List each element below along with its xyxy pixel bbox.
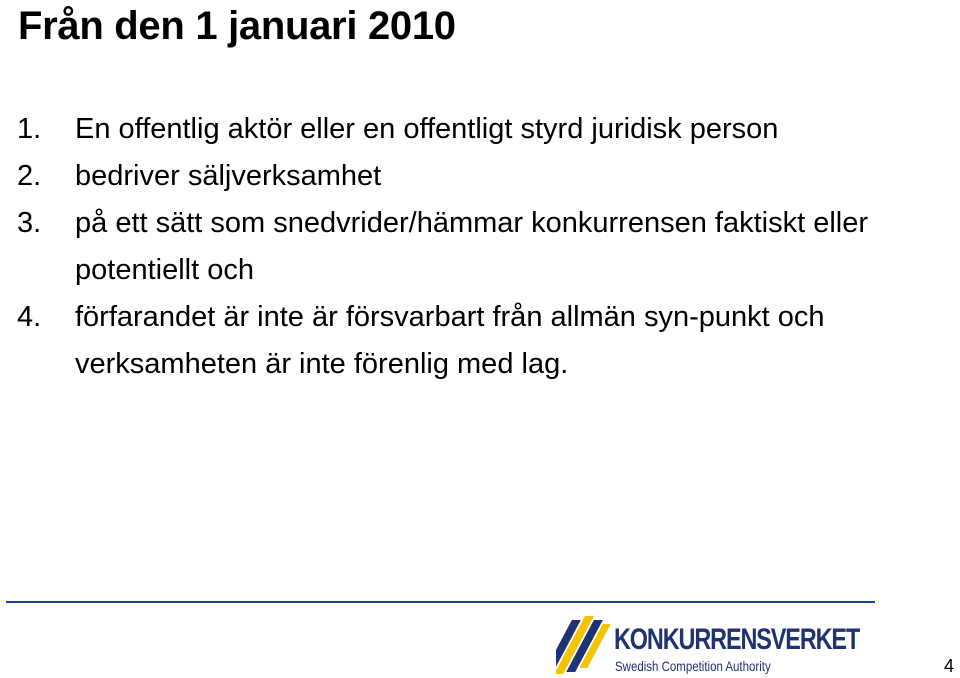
item-text: En offentlig aktör eller en offentligt styrd juridisk person — [75, 113, 779, 145]
list-item — [17, 106, 897, 153]
logo-subtitle: Swedish Competition Authority — [615, 658, 771, 674]
list-item — [17, 153, 897, 200]
item-number: 4. — [17, 301, 42, 333]
item-text: på ett sätt som snedvrider/hämmar konkurrensen faktiskt eller potentiellt och — [75, 207, 868, 286]
item-number: 3. — [17, 207, 42, 239]
item-number: 2. — [17, 160, 42, 192]
konkurrensverket-logo — [556, 616, 886, 678]
footer-divider — [6, 601, 875, 603]
slide-title: Från den 1 januari 2010 — [18, 4, 456, 48]
item-text: förfarandet är inte är försvarbart från allmän syn-punkt och verksamheten är inte förenlig med lag. — [75, 301, 825, 380]
page-number: 4 — [943, 656, 954, 676]
item-text: bedriver säljverksamhet — [75, 160, 382, 192]
logo-name: KONKURRENSVERKET — [614, 623, 860, 656]
list-item — [17, 200, 897, 294]
stripes-mark-icon — [556, 616, 612, 676]
list-item — [17, 294, 897, 388]
conditions-list — [17, 106, 897, 388]
item-number: 1. — [17, 113, 42, 145]
